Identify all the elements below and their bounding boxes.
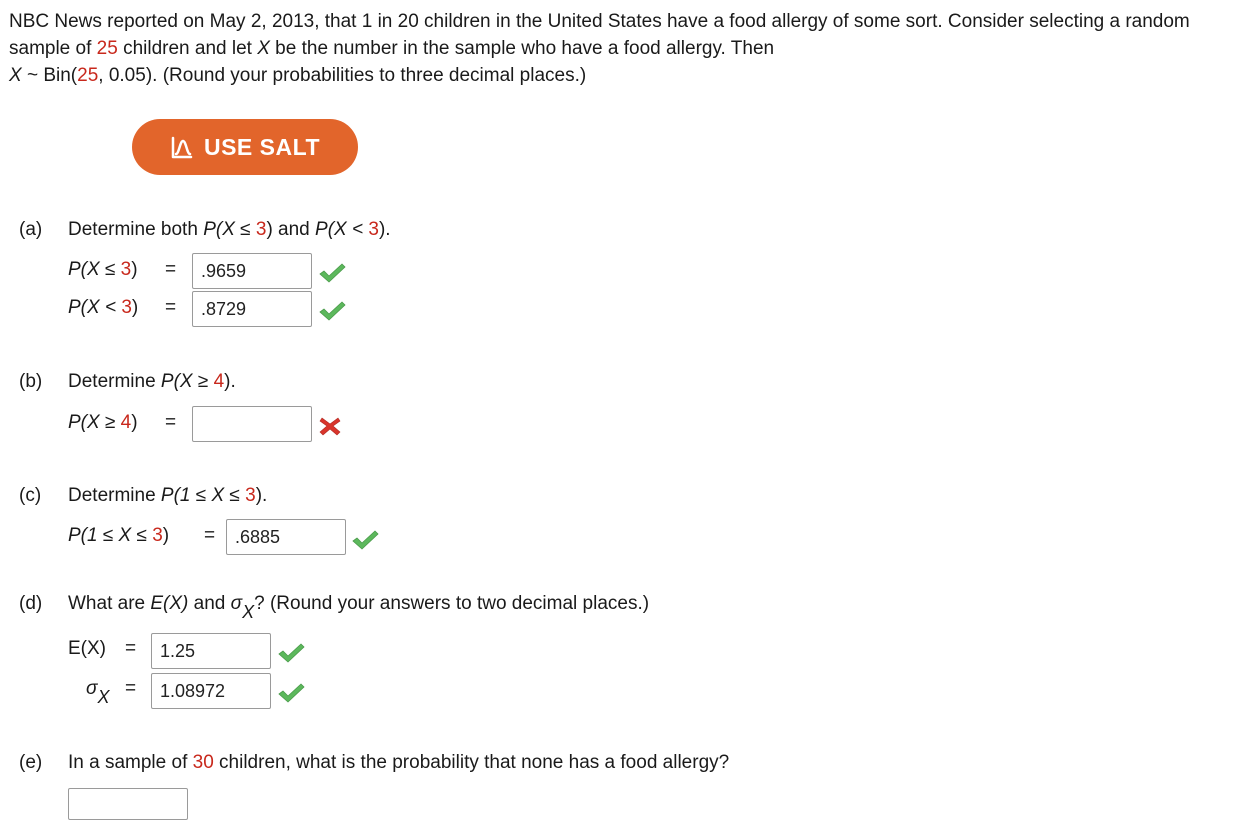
part-c-lhs: P(1 ≤ X ≤ 3): [68, 525, 170, 546]
answer-mean-field[interactable]: [151, 633, 271, 669]
cross-icon: [318, 415, 342, 437]
check-icon: [277, 682, 305, 704]
answer-b-field[interactable]: [192, 406, 312, 442]
check-icon: [351, 529, 379, 551]
part-a-lhs-2: P(X < 3): [68, 297, 139, 318]
equals-sign: =: [125, 678, 137, 699]
sample-size: 25: [96, 38, 118, 59]
part-d-ex-lhs: E(X): [68, 638, 106, 659]
equals-sign: =: [165, 297, 177, 318]
part-d-question: (d) What are E(X) and $\sigma_X$? (Round your answers to two decimal places.): [19, 593, 650, 622]
check-icon: [318, 300, 346, 322]
part-b-lhs: P(X ≥ 4): [68, 412, 138, 433]
salt-icon: [170, 135, 194, 159]
problem-intro: NBC News reported on May 2, 2013, that 1 in 20 children in the United States have a food allergy of some sort. Consider selecting a random sample of 25 children and let X be the number in the sample who have a food allergy. Then X ~ Bin(25, 0.05). (Round your probabilities to three decimal places.): [9, 11, 1190, 86]
check-icon: [277, 642, 305, 664]
use-salt-button[interactable]: [132, 119, 358, 175]
equals-sign: =: [165, 259, 177, 280]
equals-sign: =: [125, 638, 137, 659]
part-b-question: (b) Determine P(X ≥ 4).: [19, 371, 236, 392]
answer-a1-field[interactable]: [192, 253, 312, 289]
use-salt-label: USE SALT: [203, 133, 321, 160]
check-icon: [318, 262, 346, 284]
equals-sign: =: [204, 525, 216, 546]
answer-e-field[interactable]: [68, 788, 188, 820]
part-d-sd-lhs: $\sigma_X$: [86, 678, 110, 707]
answer-c-field[interactable]: [226, 519, 346, 555]
answer-a2-field[interactable]: [192, 291, 312, 327]
part-c-question: (c) Determine P(1 ≤ X ≤ 3).: [19, 485, 268, 506]
equals-sign: =: [165, 412, 177, 433]
part-a-question: (a) Determine both P(X ≤ 3) and P(X < 3).: [19, 219, 391, 240]
part-a-lhs-1: P(X ≤ 3): [68, 259, 138, 280]
part-e-question: (e) In a sample of 30 children, what is the probability that none has a food allergy?: [19, 752, 730, 773]
answer-sd-field[interactable]: [151, 673, 271, 709]
